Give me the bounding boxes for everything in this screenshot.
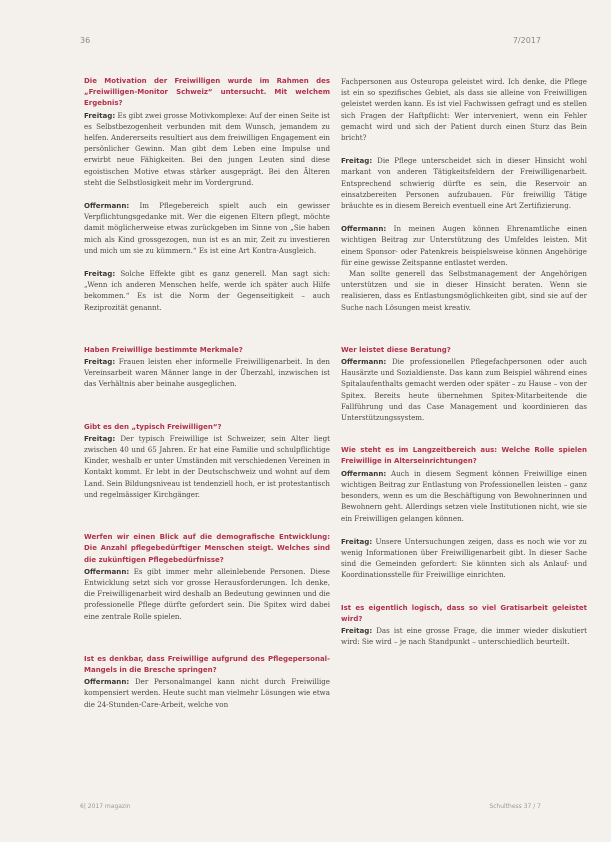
qa-block [341,445,587,523]
speaker: Freitag: [84,433,116,443]
question: Ist es denkbar, dass Freiwillige aufgrund des Pflegepersonal-Mangels in die Bresche springen? [84,654,330,674]
qa-block [341,536,587,581]
spacer [84,402,330,422]
answer-paragraph: Man sollte generell das Selbstmanagement der Angehörigen unterstützen und sie in dieser Hinsicht beraten. Wenn sie realisieren, dass es Entlastungsmöglichkeiten gibt, sind sie auf der Suche nach Lösungen meist kreativ. [341,269,587,312]
question: Wer leistet diese Beratung? [341,345,451,354]
question: Gibt es den „typisch Freiwilligen“? [84,422,222,431]
answer: Das ist eine grosse Frage, die immer wieder diskutiert wird: Sie wird – je nach Standpunkt – unterschiedlich beurteilt. [341,625,587,647]
spacer [341,325,587,345]
qa-block [341,223,587,313]
spacer [341,435,587,445]
speaker: Freitag: [341,156,373,166]
speaker: Offermann: [84,677,130,687]
left-column [84,76,330,722]
answer: Die Pflege unterscheidet sich in dieser Hinsicht wohl markant von anderen Tätigkeitsfeldern der Freiwilligenarbeit. Entsprechend schwierig dürfte es sein, die Reservoir an einsatzbereiten Personen aufzubauen. Für freiwillig Tätige bräuchte es in diesem Bereich eventuell eine Art Zertifizierung. [341,156,587,211]
question: Wie steht es im Langzeitbereich aus: Welche Rolle spielen Freiwillige in Alterseinrichtungen? [341,446,587,466]
qa-block [84,345,330,390]
answer: Die professionellen Pflegefachpersonen oder auch Hausärzte und Sozialdienste. Das kann zum Beispiel während eines Spitalaufenthalts gemacht werden oder später – zu Hause – von der Spitex. Bereits heute übernehmen Spitex-Mitarbeitende die Fallführung und das Case Management und koordinieren das Unterstützungssystem. [341,357,588,423]
footer-right: Schulthess 37 / 7 [489,803,541,810]
qa-block [84,268,330,313]
right-column [341,76,587,659]
speaker: Offermann: [341,224,387,234]
speaker: Freitag: [341,536,373,546]
speaker: Freitag: [84,110,116,120]
answer: Es gibt zwei grosse Motivkomplexe: Auf der einen Seite ist es Selbstbezogenheit verbunden mit dem Wunsch, jemandem zu helfen. Andererseits resultiert aus dem freiwilligen Engagement ein persönlicher Gewinn. Man gibt dem Leben eine Impulse und erwirbt neue Fähigkeiten. Bei den jungen Leuten sind diese egoistischen Motive etwas stärker ausgeprägt. Bei den Älteren steht die Selbstlosigkeit mehr im Vordergrund. [84,110,330,187]
spacer [84,512,330,532]
question: Haben Freiwillige bestimmte Merkmale? [84,345,243,354]
answer: Es gibt immer mehr alleinlebende Personen. Diese Entwicklung setzt sich vor grosse Herausforderungen. Ich denke, die Freiwilligenarbeit wird deshalb an Bedeutung gewinnen und die professionelle Pflege dürfte gefordert sein. Die Spitex wird dabei eine zentrale Rolle spielen. [84,566,330,621]
answer: Der Personalmangel kann nicht durch Freiwillige kompensiert werden. Heute sucht man vielmehr Lösungen wie etwa die 24-Stunden-Care-Arbeit, welche von [84,677,330,709]
qa-block [84,76,330,188]
qa-block [341,76,587,143]
answer-continued: Fachpersonen aus Osteuropa geleistet wird. Ich denke, die Pflege ist ein so spezifisches Gebiet, als dass sie alleine von Freiwilligen geleistet werden kann. Es ist viel Fachwissen gefragt und es stellen sich Fragen der Haftpflicht: Wer interveniert, wenn ein Fehler gemacht wird und sich der Patient durch einen Sturz das Bein bricht? [341,77,587,143]
speaker: Offermann: [341,357,387,367]
spacer [84,634,330,654]
footer-left: 6| 2017 magazin [80,803,131,810]
qa-block [341,603,587,648]
speaker: Freitag: [84,357,116,367]
answer: Der typisch Freiwillige ist Schweizer, sein Alter liegt zwischen 40 und 65 Jahren. Er hat eine Familie und schulpflichtige Kinder, weshalb er unter Umständen mit verschiedenen Vereinen in Kontakt kommt. Er lebt in der Deutschschweiz und wohnt auf dem Land. Sein Bildungsniveau ist tendenziell hoch, er ist protestantisch und regelmässiger Kirchgänger. [84,433,330,499]
speaker: Freitag: [84,269,116,279]
qa-block [84,200,330,256]
page-number-right: 7/2017 [512,36,541,45]
answer: Im Pflegebereich spielt auch ein gewisser Verpflichtungsgedanke mit. Wer die eigenen Eltern pflegt, möchte damit möglicherweise etwas zurückgeben im Sinne von „Sie haben mich als Kind grossgezogen, nun ist es an mir, Zeit zu investieren und mich um sie zu kümmern.“ Es ist eine Art Kontra-Ausgleich. [84,201,330,255]
qa-block [84,532,330,622]
question: Die Motivation der Freiwilligen wurde im Rahmen des „Freiwilligen-Monitor Schweiz“ untersucht. Mit welchem Ergebnis? [84,77,330,108]
answer: Unsere Untersuchungen zeigen, dass es noch wie vor zu wenig Informationen über Freiwilligenarbeit gibt. In dieser Sache sind die Gemeinden gefordert: Sie könnten sich als Anlauf- und Koordinationsstelle für Freiwillige einrichten. [341,536,587,580]
answer: Frauen leisten eher informelle Freiwilligenarbeit. In den Vereinsarbeit waren Männer lange in der Überzahl, inzwischen ist das Verhältnis aber beinahe ausgeglichen. [84,357,330,389]
speaker: Offermann: [341,468,387,478]
answer: Solche Effekte gibt es ganz generell. Man sagt sich: „Wenn ich anderen Menschen helfe, werde ich später auch Hilfe bekommen.“ Es ist die Norm der Gegenseitigkeit – auch Reziprozität genannt. [84,269,330,312]
page-number-left: 36 [80,36,91,45]
speaker: Offermann: [84,566,130,576]
spacer [341,593,587,603]
speaker: Offermann: [84,201,130,211]
spacer [84,325,330,345]
qa-block [341,345,587,423]
question: Ist es eigentlich logisch, dass so viel Gratisarbeit geleistet wird? [341,603,587,623]
qa-block [341,155,587,211]
question: Werfen wir einen Blick auf die demografische Entwicklung: Die Anzahl pflegebedürftiger Menschen steigt. Welches sind die zukünftigen Pflegebedürfnisse? [84,533,330,564]
speaker: Freitag: [341,625,373,635]
qa-block [84,422,330,500]
answer: Auch in diesem Segment können Freiwillige einen wichtigen Beitrag zur Entlastung von Professionellen leisten – ganz besonders, wenn es um die Beschäftigung von Bewohnerinnen und Bewohnern geht. Allerdings setzen viele Institutionen nicht, wie sie ein Freiwilligen gelangen können. [341,468,587,523]
answer: In meinen Augen können Ehrenamtliche einen wichtigen Beitrag zur Unterstützung des Umfeldes leisten. Mit einem Sponsor- oder Patenkreis beispielsweise können Angehörige für eine gewisse Zeitspanne entlastet werden. [341,224,587,267]
qa-block [84,654,330,710]
